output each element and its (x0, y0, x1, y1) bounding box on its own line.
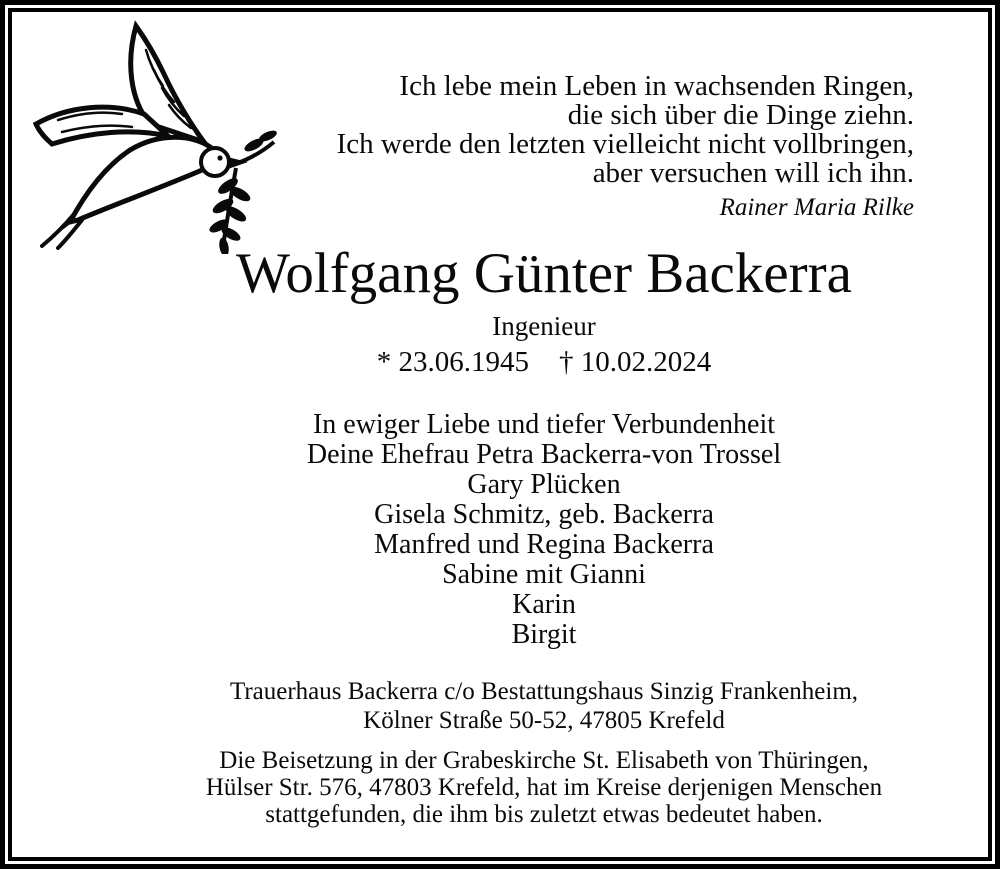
deceased-profession: Ingenieur (492, 311, 596, 341)
mourner-name: Manfred und Regina Backerra (374, 529, 714, 560)
burial-notice (88, 747, 1000, 828)
funeral-home-line: Trauerhaus Backerra c/o Bestattungshaus Sinzig Frankenheim, (229, 678, 859, 705)
life-dates (88, 346, 1000, 379)
burial-notice-line: Hülser Str. 576, 47803 Krefeld, hat im Kreise derjenigen Menschen (205, 774, 883, 801)
mourners-list (88, 410, 1000, 650)
burial-notice-line: Die Beisetzung in der Grabeskirche St. Elisabeth von Thüringen, (219, 747, 869, 774)
mourner-name: Deine Ehefrau Petra Backerra-von Trossel (306, 439, 782, 470)
mourner-name: Gisela Schmitz, geb. Backerra (374, 499, 714, 530)
poem-line: die sich über die Dinge ziehn. (567, 99, 914, 131)
mourner-name: Birgit (511, 619, 577, 650)
funeral-home-line: Kölner Straße 50-52, 47805 Krefeld (363, 707, 725, 734)
mourner-name: Sabine mit Gianni (442, 559, 646, 590)
poem-line: Ich werde den letzten vielleicht nicht vollbringen, (336, 128, 914, 160)
rilke-poem (337, 72, 914, 222)
death-date: † 10.02.2024 (559, 346, 712, 378)
funeral-home-address (88, 677, 1000, 735)
burial-notice-line: stattgefunden, die ihm bis zuletzt etwas bedeutet haben. (265, 801, 823, 828)
mourner-name: Gary Plücken (467, 469, 621, 500)
dove-olive-branch-icon (18, 14, 283, 254)
poem-attribution: Rainer Maria Rilke (719, 194, 914, 221)
poem-line: aber versuchen will ich ihn. (592, 157, 914, 189)
mourners-intro: In ewiger Liebe und tiefer Verbundenheit (312, 409, 776, 440)
deceased-name: Wolfgang Günter Backerra (236, 242, 852, 305)
poem-line: Ich lebe mein Leben in wachsenden Ringen, (399, 70, 914, 102)
mourner-name: Karin (512, 589, 576, 620)
birth-date: * 23.06.1945 (376, 346, 529, 378)
